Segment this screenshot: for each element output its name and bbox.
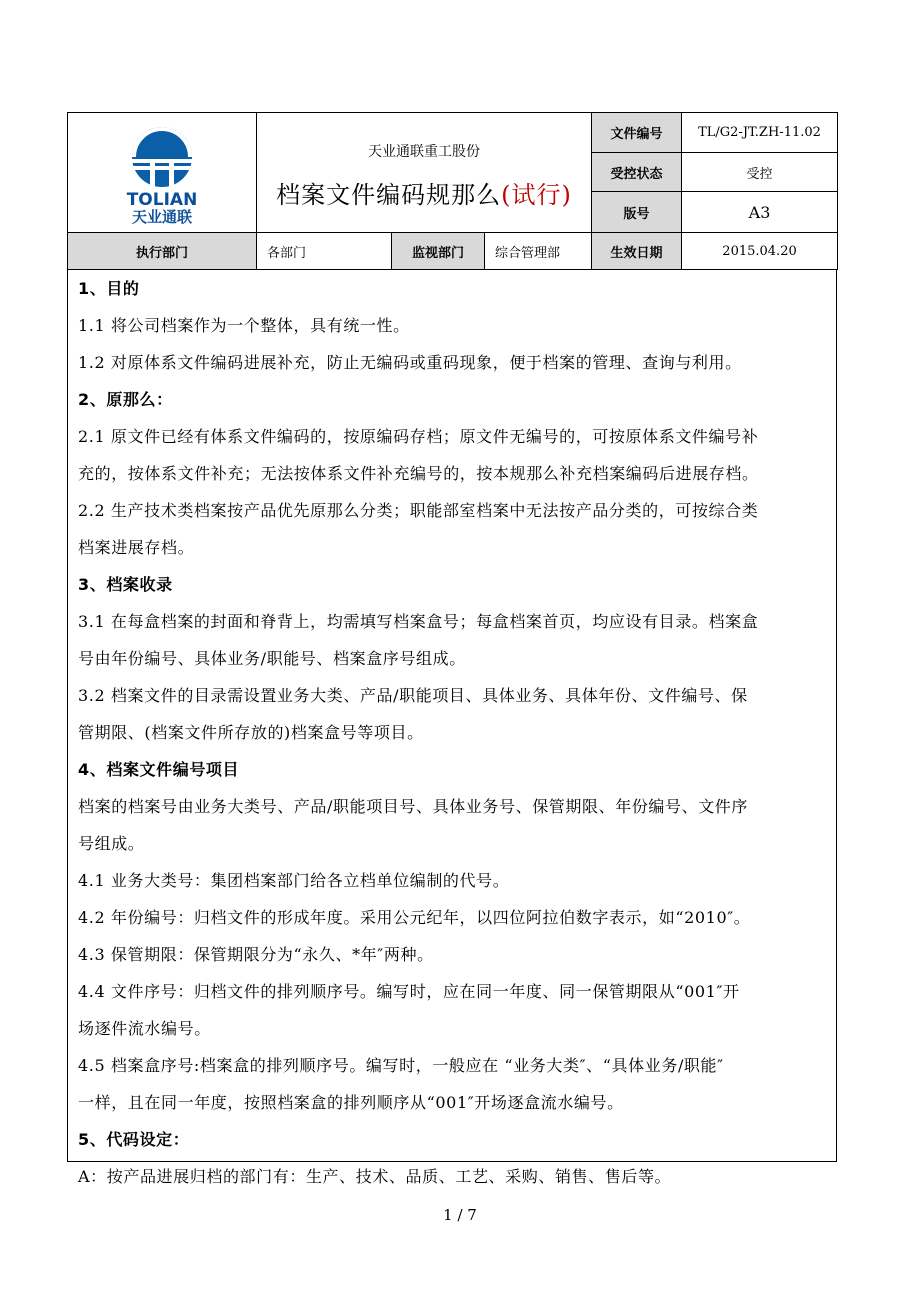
section-heading: 1、目的 bbox=[78, 279, 140, 298]
document-body bbox=[67, 270, 837, 1186]
section-heading: 4、档案文件编号项目 bbox=[78, 760, 240, 779]
control-status-value: 受控 bbox=[682, 153, 838, 192]
logo-cell bbox=[68, 113, 257, 233]
paragraph-line: 3.2 档案文件的目录需设置业务大类、产品/职能项目、具体业务、具体年份、文件编号、保 bbox=[78, 686, 748, 705]
exec-dept-value: 各部门 bbox=[257, 233, 392, 270]
company-logo bbox=[110, 121, 214, 225]
paragraph-line: A：按产品进展归档的部门有：生产、技术、品质、工艺、采购、销售、售后等。 bbox=[78, 1167, 672, 1186]
document-title bbox=[257, 175, 591, 210]
paragraph-line: 场逐件流水编号。 bbox=[78, 1019, 211, 1038]
paragraph-line: 4.1 业务大类号：集团档案部门给各立档单位编制的代号。 bbox=[78, 871, 510, 890]
effective-date-value: 2015.04.20 bbox=[682, 233, 838, 270]
header-table bbox=[67, 112, 838, 270]
section-heading: 2、原那么： bbox=[78, 390, 173, 409]
paragraph-line: 4.5 档案盒序号:档案盒的排列顺序号。编写时，一般应在 “业务大类″、“具体业务/职能″ bbox=[78, 1056, 724, 1075]
title-suffix: (试行) bbox=[501, 181, 572, 209]
effective-date-label: 生效日期 bbox=[592, 233, 682, 270]
page-number: 1 / 7 bbox=[443, 1206, 477, 1224]
logo-mark-icon bbox=[110, 121, 214, 225]
monitor-dept-value: 综合管理部 bbox=[485, 233, 592, 270]
exec-dept-label: 执行部门 bbox=[68, 233, 257, 270]
file-no-value: TL/G2-JT.ZH-11.02 bbox=[682, 113, 838, 153]
paragraph-line: 3.1 在每盒档案的封面和脊背上，均需填写档案盒号；每盒档案首页，均应设有目录。档案盒 bbox=[78, 612, 759, 631]
paragraph-line: 4.3 保管期限：保管期限分为“永久、*年″两种。 bbox=[78, 945, 434, 964]
logo-word: TOLIAN bbox=[126, 189, 198, 210]
title-main: 档案文件编码规那么 bbox=[276, 181, 502, 209]
section-heading: 5、代码设定： bbox=[78, 1130, 190, 1149]
section-heading: 3、档案收录 bbox=[78, 575, 173, 594]
version-value: A3 bbox=[682, 192, 838, 233]
logo-cn: 天业通联 bbox=[131, 207, 193, 225]
paragraph-line: 2.2 生产技术类档案按产品优先原那么分类；职能部室档案中无法按产品分类的，可按综合类 bbox=[78, 501, 759, 520]
control-status-label: 受控状态 bbox=[592, 153, 682, 192]
paragraph-line: 4.2 年份编号：归档文件的形成年度。采用公元纪年，以四位阿拉伯数字表示，如“2010″。 bbox=[78, 908, 751, 927]
paragraph-line: 管期限、(档案文件所存放的)档案盒号等项目。 bbox=[78, 723, 424, 742]
company-name: 天业通联重工股份 bbox=[368, 144, 480, 160]
paragraph-line: 2.1 原文件已经有体系文件编码的，按原编码存档；原文件无编号的，可按原体系文件编号补 bbox=[78, 427, 759, 446]
paragraph-line: 4.4 文件序号：归档文件的排列顺序号。编写时，应在同一年度、同一保管期限从“001″开 bbox=[78, 982, 740, 1001]
version-label: 版号 bbox=[592, 192, 682, 233]
paragraph-line: 1.2 对原体系文件编码进展补充，防止无编码或重码现象，便于档案的管理、查询与利用。 bbox=[78, 353, 742, 372]
document bbox=[67, 112, 837, 1186]
file-no-label: 文件编号 bbox=[592, 113, 682, 153]
paragraph-line: 号组成。 bbox=[78, 834, 145, 853]
paragraph-line: 号由年份编号、具体业务/职能号、档案盒序号组成。 bbox=[78, 649, 466, 668]
paragraph-line: 1.1 将公司档案作为一个整体，具有统一性。 bbox=[78, 316, 410, 335]
paragraph-line: 档案的档案号由业务大类号、产品/职能项目号、具体业务号、保管期限、年份编号、文件序 bbox=[78, 797, 748, 816]
monitor-dept-label: 监视部门 bbox=[392, 233, 485, 270]
paragraph-line: 档案进展存档。 bbox=[78, 538, 195, 557]
title-cell bbox=[257, 113, 592, 233]
paragraph-line: 一样，且在同一年度，按照档案盒的排列顺序从“001″开场逐盒流水编号。 bbox=[78, 1093, 624, 1112]
paragraph-line: 充的，按体系文件补充；无法按体系文件补充编号的，按本规那么补充档案编码后进展存档。 bbox=[78, 464, 759, 483]
